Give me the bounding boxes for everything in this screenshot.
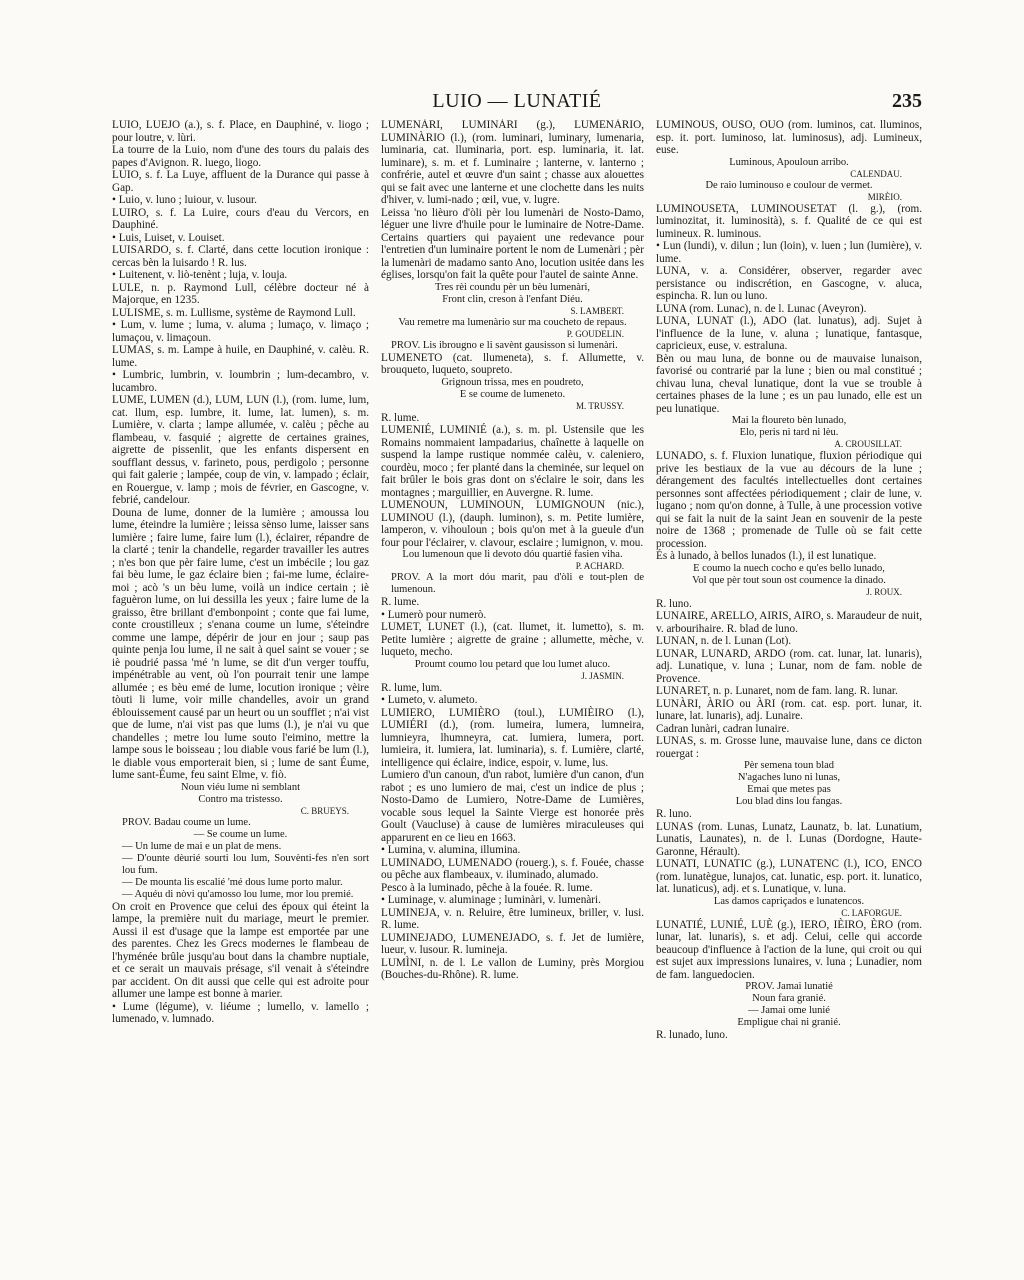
dictionary-entry: • Luis, Luiset, v. Louiset. xyxy=(112,231,225,244)
dictionary-columns xyxy=(112,119,922,1209)
dictionary-entry: LUNAR, LUNARD, ARDO (rom. cat. lunar, lat. lunaris), adj. Lunatique, v. luna ; Lunar, nom de fam. noble de Provence. xyxy=(656,647,922,685)
quote-line: Lou lumenoun que li devoto dóu quartié fasien viha. xyxy=(402,549,623,560)
dictionary-entry: LUNÀRI, ÀRIO ou ÀRI (rom. cat. esp. port. lunar, it. lunare, lat. lunaris), adj. Lunaire. xyxy=(656,697,922,722)
column-right xyxy=(656,119,922,1209)
quote-source: C. BRUEYS. xyxy=(300,805,349,816)
dictionary-entry: LUMÌNI, n. de l. Le vallon de Luminy, près Morgiou (Bouches-du-Rhône). R. lume. xyxy=(381,956,644,981)
quote-line: Luminous, Apouloun arribo. xyxy=(729,156,849,168)
quote-line: Pèr semena toun blad xyxy=(743,760,835,771)
quote-line: PROV. Jamai lunatié xyxy=(745,981,833,992)
dictionary-entry: • Lume (légume), v. liéume ; lumello, v. lamello ; lumenado, v. lumnado. xyxy=(112,1000,369,1025)
quote-source: S. LAMBERT. xyxy=(570,305,624,316)
dictionary-entry: LUNAS (rom. Lunas, Lunatz, Launatz, b. lat. Lunatium, Lunatis, Launates), n. de l. Lunas (Dordogne, Haute-Garonne, Hérault). xyxy=(656,820,922,858)
dictionary-entry: La tourre de la Luio, nom d'une des tours du palais des papes d'Avignon. R. luego, liogo. xyxy=(112,144,369,169)
proverb: — Aquéu di nòvi qu'amosso lou lume, mor lou premié. xyxy=(122,888,354,900)
dictionary-entry: LUMINEJADO, LUMENEJADO, s. f. Jet de lumière, lueur, v. lusour. R. lumineja. xyxy=(381,931,644,956)
quote-line: Contro ma tristesso. xyxy=(198,793,283,805)
dictionary-entry: • Luitenent, v. liò-tenènt ; luja, v. louja. xyxy=(112,269,288,281)
dictionary-entry: LUNA, LUNAT (l.), ADO (lat. lunatus), adj. Sujet à l'influence de la lune, v. aluna ; lunatique, fantasque, capricieux, euse, v. estraluna. xyxy=(656,315,922,352)
dictionary-entry: • Lumbric, lumbrin, v. loumbrin ; lum-decambro, v. lucambro. xyxy=(112,369,369,394)
quote-line: Mai la floureto bèn lunado, xyxy=(731,415,847,426)
dictionary-entry: LUISARDO, s. f. Clarté, dans cette locution ironique : cercas bèn la luisardo ! R. lus. xyxy=(112,244,369,269)
quote-line: Empligue chai ni granié. xyxy=(737,1017,841,1028)
dictionary-entry: Leissa 'no lièuro d'òli pèr lou lumenàri de Nosto-Damo, léguer une livre d'huile pour le luminaire de Notre-Dame. Certains quartiers qui payaient une redevance pour l'entretien d'un luminaire portent le nom de Lumenàri ; pèr la lumenàri de madamo santo Ano, locution usitée dans les églises, lorsqu'on fait la quête pour l'autel de sainte Anne. xyxy=(381,206,644,281)
dictionary-entry: Lumiero d'un canoun, d'un rabot, lumière d'un canon, d'un rabot ; es uno lumiero de mai, c'est un indice de plus ; Nosto-Damo de Lumiero, Notre-Dame de Lumières, vocable sous lequel la Sainte Vierge est honorée près Goult (Vaucluse) à cause de lumières miraculeuses qui apparurent en ce lieu en 1663. xyxy=(381,769,644,844)
quote-source: M. TRUSSY. xyxy=(576,400,624,411)
running-header xyxy=(112,90,922,114)
quote-line: Emai que metes pas xyxy=(747,784,831,795)
quote-line: Elo, peris ni tard ni lèu. xyxy=(739,427,839,438)
proverb: PROV. Badau coume un lume. xyxy=(122,816,251,828)
quote-source: A. CROUSILLAT. xyxy=(834,439,902,449)
quote-line: Proumt coumo lou petard que lou lumet aluco. xyxy=(414,658,611,670)
quote-line: Front clin, creson à l'enfant Diéu. xyxy=(442,293,583,305)
dictionary-entry: Bèn ou mau luna, de bonne ou de mauvaise lunaison, favorisé ou contrarié par la lune ; bien ou mal constitué ; chivau luna, cheval lunatique, dont la vue se trouble à certaines phases de la lune ; es un pau lunado, elle est un peu lunatique. xyxy=(656,352,922,415)
dictionary-entry: LUMENETO (cat. llumeneta), s. f. Allumette, v. brouqueto, luqueto, soupreto. xyxy=(381,351,644,376)
dictionary-entry: LUIO, LUEJO (a.), s. f. Place, en Dauphiné, v. liogo ; pour loutre, v. lùri. xyxy=(112,119,369,144)
page-number: 235 xyxy=(892,90,922,112)
dictionary-entry: • Lumeto, v. alumeto. xyxy=(381,694,478,706)
dictionary-entry: LUMINOUSETA, LUMINOUSETAT (l. g.), (rom. luminozitat, it. luminosità), s. f. Qualité de ce qui est lumineux. R. luminous. xyxy=(656,202,922,240)
quote-source: J. ROUX. xyxy=(866,586,902,597)
dictionary-entry: Douna de lume, donner de la lumière ; amoussa lou lume, éteindre la lumière ; leissa sènso lume, laisser sans lumière ; faire lume, faire lum (l.), éclairer, répandre de la clarté ; tenir la chandelle, regarder travailler les autres ; n'es bon que pèr faire lume, c'est un imbécile ; lou gaz fai bèu lume, le gaz éclaire bien ; fai-me lume, éclaire-moi ; acò 's un bèu lume, voilà un indice certain ; iè faguèron lume, on lui dessilla les yeux ; faire lume de la graisso, être brillant d'embonpoint ; conte que fai lume, conte croustilleux ; s'enana coume un lume, s'éteindre comme une lampe, dépérir de jour en jour ; saup pas quinte penja lou lume, il ne sait à quel saint se vouer ; se iè poudrié passa 'mé 'n lume, se dit d'un verger touffu, impénétrable au vent, où l'on pourrait tenir une lampe allumée ; es bèu emé de lume, locution ironique ; vèire tòuti li lume, voir mille chandelles, avoir un grand éblouissement causé par un heurt ou un soufflet ; n'ai vist que de lume, n'ai vist pas que lums (l.), je n'ai vu que chandelles ; metre lou lume souto l'eimino, mettre la lampe sous le boisseau ; lou diable vous farié be lum (l.), le diable vous emporterait bien, si ; lume de sant Éume, lume sant-Éume, feu saint Elme, v. fiò. xyxy=(112,506,369,781)
dictionary-entry: R. lume. xyxy=(381,596,420,608)
quote-source: MIRÈIO. xyxy=(867,191,902,202)
dictionary-entry: LUMIERO, LUMIÈRO (toul.), LUMIÈIRO (l.), LUMIÉRI (d.), (rom. lumeira, lumera, lumneira, lumnieyra, lhumneyra, cat. lumiera, lumera, port. lumieira, it. lumiera, lat. luminaria), s. f. Lumière, clarté, intelligence qui éclaire, indice, espoir, v. lume, lus. xyxy=(381,706,644,769)
proverb: — De mounta lis escalié 'mé dous lume porto malur. xyxy=(122,876,343,888)
dictionary-entry: • Lun (lundi), v. dilun ; lun (loin), v. luen ; lun (lumière), v. lume. xyxy=(656,240,922,265)
dictionary-entry: On croit en Provence que celui des époux qui éteint la lampe, la première nuit du mariage, meurt le premier. Aussi il est d'usage que la lampe est emportée par une des parentes. Chez les Grecs modernes le flambeau de l'hyménée brûle jusqu'au bout dans la chambre nuptiale, et ce serait un mauvais présage, s'il venait à s'éteindre par accident. On dit aussi que celle qui est adroite pour allumer une lampe est bonne à marier. xyxy=(112,900,369,1000)
dictionary-entry: LUMINOUS, OUSO, OUO (rom. luminos, cat. lluminos, esp. it. port. luminoso, lat. luminosus), adj. Lumineux, euse. xyxy=(656,119,922,156)
quote-line: Vol que pèr tout soun ost coumence la dinado. xyxy=(692,574,886,586)
dictionary-entry: LUNA, v. a. Considérer, observer, regarder avec persistance ou indiscrétion, en Gascogne, v. aluca, espincha. R. lun ou luno. xyxy=(656,265,922,302)
dictionary-entry: LUNAIRE, ARELLO, AIRIS, AIRO, s. Maraudeur de nuit, v. arbourihaire. R. blad de luno. xyxy=(656,610,922,635)
column-left xyxy=(112,119,369,1209)
dictionary-entry: LUIRO, s. f. La Luire, cours d'eau du Vercors, en Dauphiné. xyxy=(112,206,369,231)
quote-source: J. JASMIN. xyxy=(581,670,624,681)
dictionary-entry: LUNAS, s. m. Grosse lune, mauvaise lune, dans ce dicton rouergat : xyxy=(656,735,922,760)
proverb: PROV. Lis ibrougno e li savènt gausisson si lumenàri. xyxy=(391,339,618,351)
dictionary-entry: LUMINADO, LUMENADO (rouerg.), s. f. Fouée, chasse ou pêche aux flambeaux, v. iluminado, alumado. xyxy=(381,856,644,881)
proverb: PROV. A la mort dóu marit, pau d'òli e tout-plen de lumenoun. xyxy=(391,572,644,595)
dictionary-entry: LUNA (rom. Lunac), n. de l. Lunac (Aveyron). xyxy=(656,302,867,315)
dictionary-entry: R. lunado, luno. xyxy=(656,1029,728,1041)
dictionary-entry: LUMENIÉ, LUMINIÉ (a.), s. m. pl. Ustensile que les Romains nommaient lampadarius, chaînette à laquelle on suspend la lampe rustique nommée calèu, v. caleniero, courdèu, moco ; fer planté dans la cheminée, sur lequel on fait brûler le bois gras dont on s'éclaire le soir, dans les montagnes ; marguillier, en Auvergne. R. lume. xyxy=(381,424,644,499)
quote-source: C. LAFORGUE. xyxy=(841,907,902,918)
column-middle xyxy=(381,119,644,1209)
quote-line: E coumo la nuech cocho e qu'es bello lunado, xyxy=(693,562,885,574)
dictionary-entry: • Luio, v. luno ; luiour, v. lusour. xyxy=(112,194,257,206)
dictionary-entry: R. lume, lum. xyxy=(381,681,443,694)
quote-source: P. ACHARD. xyxy=(575,561,624,571)
quote-line: Tres rèi coundu pèr un bèu lumenàri, xyxy=(434,281,591,293)
dictionary-entry: • Luminage, v. aluminage ; luminàri, v. lumenàri. xyxy=(381,894,601,906)
quote-line: Noun viéu lume ni semblant xyxy=(181,781,300,793)
quote-line: De raio luminouso e coulour de vermet. xyxy=(705,179,873,191)
dictionary-entry: LULISME, s. m. Lullisme, système de Raymond Lull. xyxy=(112,306,356,319)
dictionary-entry: • Lum, v. lume ; luma, v. aluma ; lumaço, v. limaço ; lumaçou, v. limaçoun. xyxy=(112,319,369,344)
quote-line: — Jamai ome lunié xyxy=(748,1005,830,1016)
proverb: — Un lume de mai e un plat de mens. xyxy=(122,840,282,852)
dictionary-entry: R. luno. xyxy=(656,597,692,610)
dictionary-entry: R. luno. xyxy=(656,808,692,820)
quote-line: Las damos capriçados e lunatencos. xyxy=(713,895,865,907)
dictionary-entry: LUME, LUMEN (d.), LUM, LUN (l.), (rom. lume, lum, cat. llum, esp. lumbre, it. lume, lat. lumen), s. m. Lumière, v. clarta ; lampe allumée, v. calèu ; pêche au flambeau, v. fasquié ; aigrette de certaines graines, aigrette de pissenlit, que les enfants dispersent en soufflant dessus, v. farineto, pous, perdigolo ; personne qui fait galerie ; lampée, coup de vin, v. lampado ; éclair, en Rouergue, v. lamp ; mois de février, en Gascogne, v. febrié, candelour. xyxy=(112,394,369,506)
dictionary-entry: R. lume. xyxy=(381,411,420,424)
dictionary-entry: LUNADO, s. f. Fluxion lunatique, fluxion périodique qui prive les bestiaux de la vue au décours de la lune ; dérangement des facultés intellectuelles dont certaines personnes sont affectées périodiquement ; clair de lune, v. lugano ; nom qu'on donne, à Tulle, à une procession votive qui se fait la nuit de la saint Jean en souvenir de la peste noire de 1368 ; promenade de Tulle où se fait cette procession. xyxy=(656,450,922,550)
dictionary-entry: Pesco à la luminado, pêche à la fouée. R. lume. xyxy=(381,881,593,894)
dictionary-entry: LUMET, LUNET (l.), (cat. llumet, it. lumetto), s. m. Petite lumière ; aigrette de graine ; allumette, mèche, v. luqueto, mecho. xyxy=(381,621,644,658)
dictionary-entry: LUMINEJA, v. n. Reluire, être lumineux, briller, v. lusi. R. lume. xyxy=(381,906,644,931)
dictionary-entry: LUNATI, LUNATIC (g.), LUNATENC (l.), ICO, ENCO (rom. lunatègue, lunajos, cat. lunatic, esp. port. it. lunatico, lat. lunaticus), adj. et s. Lunatique, v. luna. xyxy=(656,858,922,895)
quote-line: N'agaches luno ni lunas, xyxy=(737,772,841,783)
dictionary-entry: LUNARET, n. p. Lunaret, nom de fam. lang. R. lunar. xyxy=(656,685,898,697)
dictionary-entry: És à lunado, à bellos lunados (l.), il est lunatique. xyxy=(656,550,877,562)
dictionary-entry: LUIO, s. f. La Luye, affluent de la Durance qui passe à Gap. xyxy=(112,169,369,194)
proverb: — D'ounte dèurié sourti lou lum, Souvènti-fes n'en sort lou fum. xyxy=(122,852,369,876)
dictionary-entry: • Lumerò pour numerò. xyxy=(381,608,487,621)
dictionary-entry: LUMENÀRI, LUMINÀRI (g.), LUMENÀRIO, LUMINÀRIO (l.), (rom. luminari, luminary, lumenaria, luminaria, cat. lluminaria, port. esp. luminaria, it. lat. luminare), s. m. et f. Luminaire ; lanterne, v. lanterno ; confrérie, autel et œuvre d'un saint ; chasse aux alouettes qui se fait avec une lanterne et une clochette dans les nuits d'hiver, v. lumi-nado ; œil, vue, v. lugre. xyxy=(381,119,644,206)
dictionary-entry: • Lumina, v. alumina, illumina. xyxy=(381,844,521,856)
dictionary-entry: LUNAN, n. de l. Lunan (Lot). xyxy=(656,635,792,647)
quote-line: Lou blad dins lou fangas. xyxy=(735,796,843,807)
quote-line: — Se coume un lume. xyxy=(193,828,288,840)
quote-line: E se coume de lumeneto. xyxy=(459,388,566,400)
quote-source: CALENDAU. xyxy=(850,168,902,179)
running-title: LUIO — LUNATIÉ xyxy=(432,90,602,112)
dictionary-entry: LULE, n. p. Raymond Lull, célèbre docteur né à Majorque, en 1235. xyxy=(112,281,369,306)
dictionary-entry: Cadran lunàri, cadran lunaire. xyxy=(656,722,790,735)
dictionary-entry: LUMENOUN, LUMINOUN, LUMIGNOUN (nic.), LUMINOU (l.), (dauph. luminon), s. m. Petite lumière, lamperon, v. vihouloun ; bois qu'on met à la gueule d'un four pour l'éclairer, v. clavour, esclaire ; lumignon, v. mou. xyxy=(381,499,644,549)
quote-line: Grignoun trissa, mes en poudreto, xyxy=(441,376,584,388)
dictionary-entry: LUMAS, s. m. Lampe à huile, en Dauphiné, v. calèu. R. lume. xyxy=(112,344,369,369)
dictionary-entry: LUNATIÉ, LUNIÉ, LUÈ (g.), IERO, IÈIRO, ÈRO (rom. lunar, lat. lunaris), s. et adj. Celui, celle qui accorde beaucoup d'influence à l'action de la lune, qui croit ou qui est sujet aux impressions lunaires, v. luna ; Lunadier, nom de fam. languedocien. xyxy=(656,918,922,981)
quote-line: Noun fara granié. xyxy=(752,993,826,1004)
quote-line: Vau remetre ma lumenàrio sur ma coucheto de repaus. xyxy=(398,316,627,328)
quote-source: P. GOUDELIN. xyxy=(566,328,624,339)
